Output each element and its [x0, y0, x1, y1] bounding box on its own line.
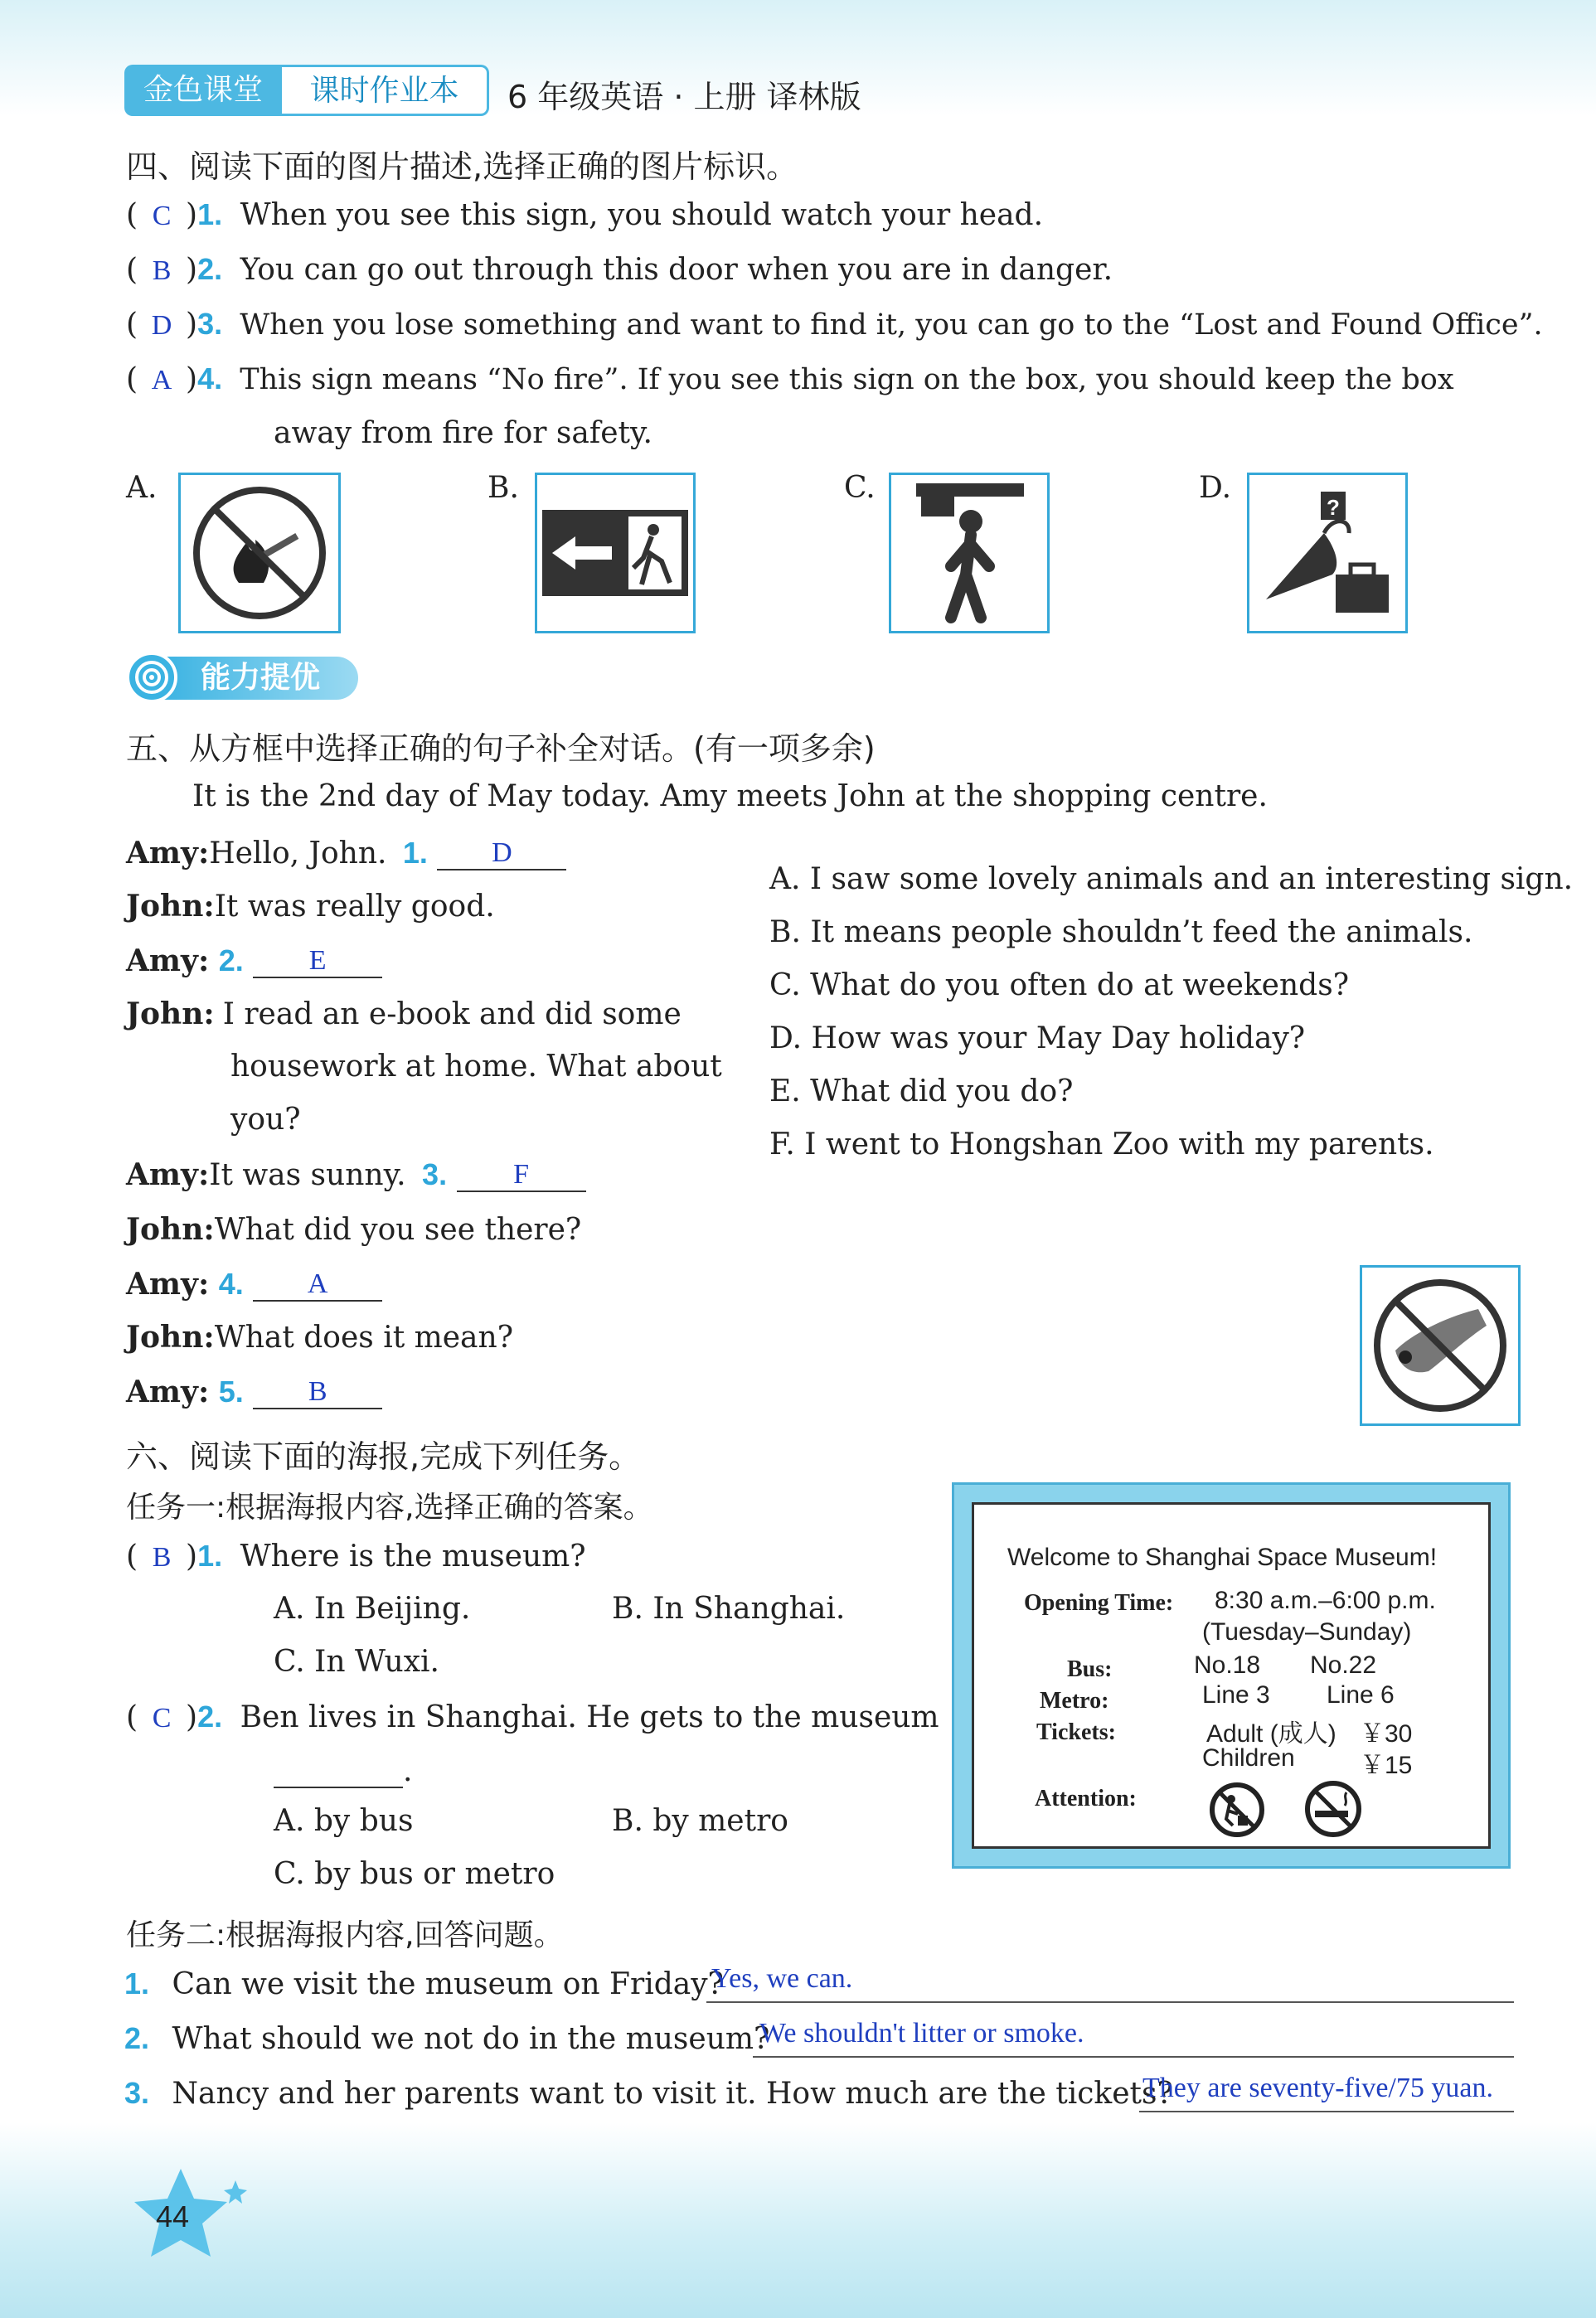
blank-num: 2. — [218, 943, 244, 977]
dialog-text: What did you see there? — [214, 1213, 582, 1247]
poster-tickets-label: Tickets: — [1036, 1719, 1116, 1745]
s4-text-3: When you lose something and want to find it, you can go to the “Lost and Found Office”. — [240, 308, 1543, 342]
t2-text-1: Can we visit the museum on Friday? — [172, 1967, 724, 2001]
ability-banner — [126, 652, 358, 703]
speaker: Amy: — [126, 1375, 210, 1409]
dialog-line-4 — [126, 997, 682, 1031]
poster-adult: Adult (成人) — [1206, 1720, 1336, 1748]
t2-num-2: 2. — [124, 2021, 150, 2055]
t2-num-3: 3. — [124, 2076, 150, 2110]
s6-q2-b: B. by metro — [612, 1804, 788, 1838]
t2-q1 — [124, 1966, 724, 2001]
no-litter-icon — [1208, 1781, 1266, 1839]
sign-label-a: A. — [126, 471, 158, 505]
dialog-line-3 — [126, 943, 382, 978]
speaker: John: — [126, 1212, 215, 1247]
s4-item-1: ( C )1. When you see this sign, you should watch your head. — [126, 197, 1044, 232]
header-title: 6 年级英语 · 上册 译林版 — [507, 79, 861, 115]
s6-q2-answer: C — [152, 1703, 172, 1734]
t2-answer-line-2 — [753, 2056, 1514, 2058]
dialog-line-4c: you? — [230, 1103, 301, 1137]
page-number-star-icon — [133, 2164, 249, 2272]
section5-intro: It is the 2nd day of May today. Amy meets John at the shopping centre. — [192, 779, 1268, 813]
lost-and-found-sign-icon — [1249, 475, 1405, 631]
s6-q1-c: C. In Wuxi. — [274, 1645, 439, 1679]
s4-item-3: ( D )3. When you lose something and want to find it, you can go to the “Lost and Found Office”. — [126, 307, 1543, 342]
ability-label: 能力提优 — [159, 657, 358, 700]
section5-title: 五、从方框中选择正确的句子补全对话。(有一项多余) — [126, 730, 876, 767]
watch-head-sign-icon — [891, 475, 1047, 631]
option-d: D. How was your May Day holiday? — [769, 1021, 1306, 1055]
no-feeding-sign-icon — [1362, 1268, 1518, 1423]
dialog-line-2 — [126, 889, 495, 924]
s4-item-2: ( B )2. You can go out through this door when you are in danger. — [126, 252, 1113, 287]
option-e: E. What did you do? — [769, 1074, 1074, 1108]
poster-children: Children — [1202, 1744, 1295, 1772]
poster-metro-label: Metro: — [1040, 1688, 1109, 1714]
poster-bus-2: No.22 — [1310, 1651, 1377, 1679]
task1-title: 任务一:根据海报内容,选择正确的答案。 — [126, 1491, 653, 1525]
t2-q3 — [124, 2076, 1173, 2111]
s4-num-1: 1. — [197, 197, 223, 231]
poster-children-price: ￥15 — [1360, 1752, 1413, 1779]
sign-c-box — [889, 473, 1050, 633]
s4-answer-2: B — [152, 255, 172, 286]
s4-num-2: 2. — [197, 252, 223, 286]
s6-q2-text: Ben lives in Shanghai. He gets to the museum — [240, 1700, 939, 1734]
poster-bus-label: Bus: — [1067, 1656, 1113, 1682]
t2-answer-line-1 — [706, 2001, 1514, 2003]
s6-q2-c: C. by bus or metro — [274, 1857, 555, 1891]
s6-q1-b: B. In Shanghai. — [612, 1592, 846, 1626]
header-tag-golden-class: 金色课堂 — [124, 65, 282, 116]
s4-text-4: This sign means “No fire”. If you see this sign on the box, you should keep the box — [240, 363, 1454, 396]
s6-q2-a: A. by bus — [274, 1804, 414, 1838]
sign-label-d: D. — [1199, 471, 1232, 505]
s6-q2-tail: . — [403, 1754, 413, 1788]
poster-attention-label: Attention: — [1035, 1786, 1137, 1811]
speaker: Amy: — [126, 1157, 210, 1192]
speaker: Amy: — [126, 836, 210, 870]
s6-q1-text: Where is the museum? — [240, 1540, 586, 1574]
sign-label-b: B. — [488, 471, 519, 505]
poster-opening-value: 8:30 a.m.–6:00 p.m. — [1215, 1587, 1436, 1614]
option-c: C. What do you often do at weekends? — [769, 968, 1349, 1002]
t2-text-3: Nancy and her parents want to visit it. How much are the tickets? — [172, 2077, 1173, 2111]
dialog-line-4b: housework at home. What about — [230, 1050, 722, 1084]
no-feeding-sign-box — [1360, 1265, 1521, 1426]
dialog-line-7 — [126, 1267, 382, 1302]
blank-num: 4. — [218, 1267, 244, 1301]
t2-answer-1: Yes, we can. — [711, 1963, 853, 1994]
s6-q1: ( B )1. Where is the museum? — [126, 1539, 586, 1574]
poster-metro-2: Line 6 — [1327, 1681, 1395, 1709]
poster-adult-price: ￥30 — [1360, 1720, 1413, 1748]
sign-label-c: C. — [844, 471, 876, 505]
poster-opening-label: Opening Time: — [1024, 1590, 1174, 1616]
s4-num-4: 4. — [197, 361, 223, 395]
t2-answer-line-3 — [1139, 2111, 1514, 2112]
blank-answer-1: D — [437, 837, 566, 870]
t2-answer-3: They are seventy-five/75 yuan. — [1142, 2073, 1493, 2103]
blank-answer-2: E — [253, 945, 382, 978]
dialog-text: It was really good. — [214, 890, 495, 924]
target-icon — [126, 652, 177, 703]
s4-answer-3: D — [151, 310, 172, 341]
dialog-line-6 — [126, 1212, 581, 1247]
no-smoking-icon — [1303, 1779, 1363, 1839]
speaker: Amy: — [126, 943, 210, 978]
header-tag-workbook: 课时作业本 — [282, 65, 489, 116]
t2-answer-2: We shouldn't litter or smoke. — [759, 2018, 1084, 2049]
dialog-line-9 — [126, 1375, 382, 1409]
blank-num: 3. — [422, 1157, 448, 1191]
sign-b-box — [535, 473, 696, 633]
s4-num-3: 3. — [197, 307, 223, 341]
dialog-text: Hello, John. — [209, 837, 387, 870]
s6-q2: ( C )2. Ben lives in Shanghai. He gets to the museum — [126, 1700, 939, 1734]
t2-q2 — [124, 2021, 769, 2056]
dialog-line-1 — [126, 836, 566, 870]
s4-item-4: ( A )4. This sign means “No fire”. If you see this sign on the box, you should keep the box — [126, 361, 1454, 396]
blank-num: 1. — [402, 836, 428, 870]
sign-d-box — [1247, 473, 1408, 633]
s4-text-1: When you see this sign, you should watch your head. — [240, 198, 1044, 232]
speaker: John: — [126, 997, 215, 1031]
s4-answer-4: A — [151, 365, 172, 395]
speaker: John: — [126, 889, 215, 924]
blank-num: 5. — [218, 1375, 244, 1409]
blank-answer-3: F — [457, 1159, 586, 1192]
dialog-line-5 — [126, 1157, 586, 1192]
option-f: F. I went to Hongshan Zoo with my parents. — [769, 1127, 1434, 1161]
poster-opening-days: (Tuesday–Sunday) — [1202, 1618, 1412, 1646]
speaker: Amy: — [126, 1267, 210, 1302]
s6-q1-num: 1. — [197, 1539, 223, 1573]
dialog-line-8 — [126, 1320, 513, 1355]
t2-num-1: 1. — [124, 1966, 150, 2000]
s6-q2-blank — [274, 1753, 412, 1788]
dialog-text: It was sunny. — [209, 1158, 406, 1192]
section6-title: 六、阅读下面的海报,完成下列任务。 — [126, 1438, 641, 1475]
s6-q1-answer: B — [152, 1542, 172, 1573]
s4-answer-1: C — [152, 201, 172, 231]
speaker: John: — [126, 1320, 215, 1355]
option-a: A. I saw some lovely animals and an interesting sign. — [769, 862, 1574, 896]
no-fire-sign-icon — [181, 475, 338, 631]
dialog-text: What does it mean? — [214, 1321, 514, 1355]
svg-text:?: ? — [1327, 495, 1340, 520]
s6-q1-a: A. In Beijing. — [274, 1592, 471, 1626]
page-number: 44 — [156, 2199, 190, 2233]
blank-answer-4: A — [253, 1268, 382, 1302]
exit-sign-icon — [537, 475, 693, 631]
s4-text-4-cont: away from fire for safety. — [274, 416, 652, 450]
sign-a-box — [178, 473, 341, 633]
section4-title: 四、阅读下面的图片描述,选择正确的图片标识。 — [126, 148, 798, 185]
task2-title: 任务二:根据海报内容,回答问题。 — [126, 1918, 564, 1952]
blank-answer-5: B — [253, 1376, 382, 1409]
s6-q2-num: 2. — [197, 1700, 223, 1734]
s4-text-2: You can go out through this door when you are in danger. — [240, 253, 1113, 287]
poster-metro-1: Line 3 — [1202, 1681, 1270, 1709]
poster-title: Welcome to Shanghai Space Museum! — [1007, 1544, 1438, 1571]
option-b: B. It means people shouldn’t feed the animals. — [769, 915, 1473, 949]
t2-text-2: What should we not do in the museum? — [172, 2022, 770, 2056]
poster-bus-1: No.18 — [1194, 1651, 1261, 1679]
dialog-text: I read an e-book and did some — [222, 997, 682, 1031]
